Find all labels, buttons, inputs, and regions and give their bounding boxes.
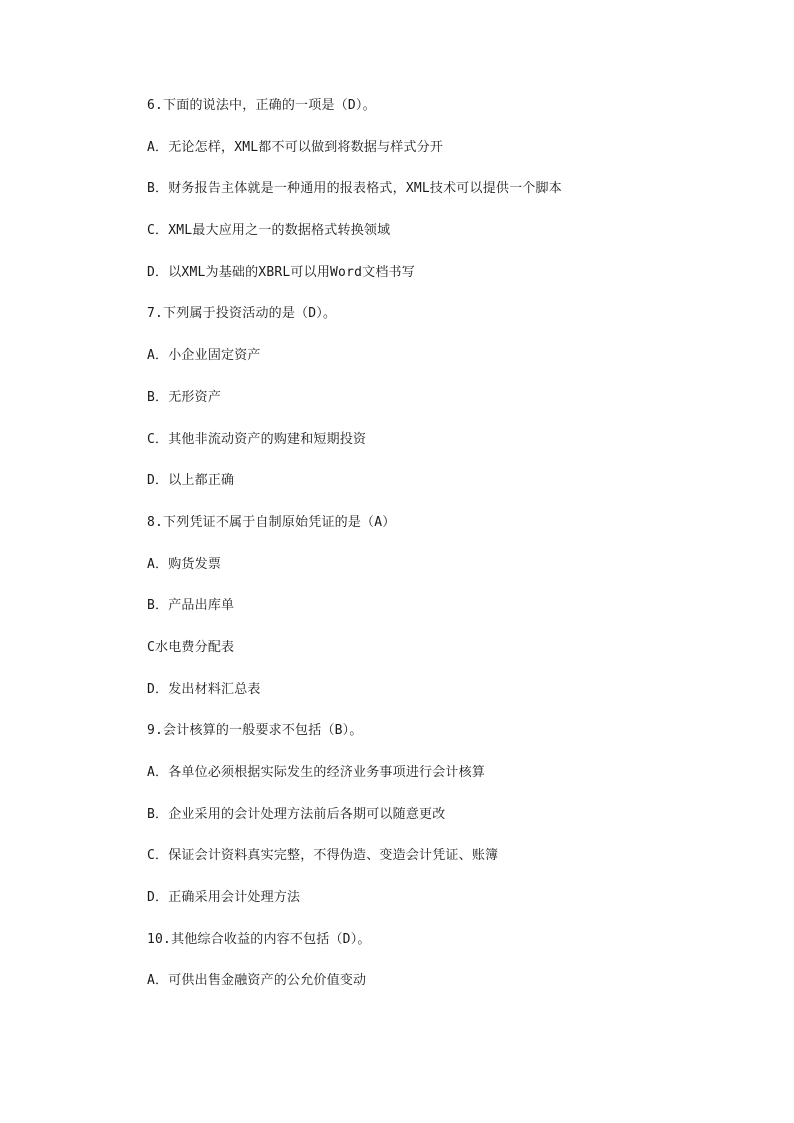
question-list [147,96,707,1013]
question-9-option-d: D．正确采用会计处理方法 [147,890,301,906]
question-8-option-d: D．发出材料汇总表 [147,681,261,697]
question-7-option-d: D．以上都正确 [147,473,235,489]
question-10-stem: 10.其他综合收益的内容不包括（D）。 [147,931,371,947]
question-9-option-c: C．保证会计资料真实完整，不得伪造、变造会计凭证、账簿 [147,848,499,864]
question-8-stem: 8.下列凭证不属于自制原始凭证的是（A） [147,514,396,530]
question-8-option-b: B．产品出库单 [147,598,235,614]
question-9-stem: 9.会计核算的一般要求不包括（B）。 [147,723,363,739]
question-9-option-a: A．各单位必须根据实际发生的经济业务事项进行会计核算 [147,765,486,780]
question-6-option-a: A．无论怎样，XML都不可以做到将数据与样式分开 [147,139,444,155]
question-7-stem: 7.下列属于投资活动的是（D）。 [147,306,337,322]
question-6-option-d: D．以XML为基础的XBRL可以用Word文档书写 [147,264,415,280]
question-6-option-b: B．财务报告主体就是一种通用的报表格式，XML技术可以提供一个脚本 [147,181,562,197]
question-8-option-c: C水电费分配表 [147,639,235,655]
question-7-option-a: A．小企业固定资产 [147,348,261,364]
question-6-option-c: C．XML最大应用之一的数据格式转换领域 [147,223,391,239]
question-10-option-a: A．可供出售金融资产的公允价值变动 [147,973,367,989]
question-7-option-b: B．无形资产 [147,389,222,405]
question-6-stem: 6.下面的说法中，正确的一项是（D）。 [147,98,376,113]
question-7-option-c: C．其他非流动资产的购建和短期投资 [147,431,367,447]
question-9-option-b: B．企业采用的会计处理方法前后各期可以随意更改 [147,806,446,822]
question-8-option-a: A．购货发票 [147,556,222,572]
